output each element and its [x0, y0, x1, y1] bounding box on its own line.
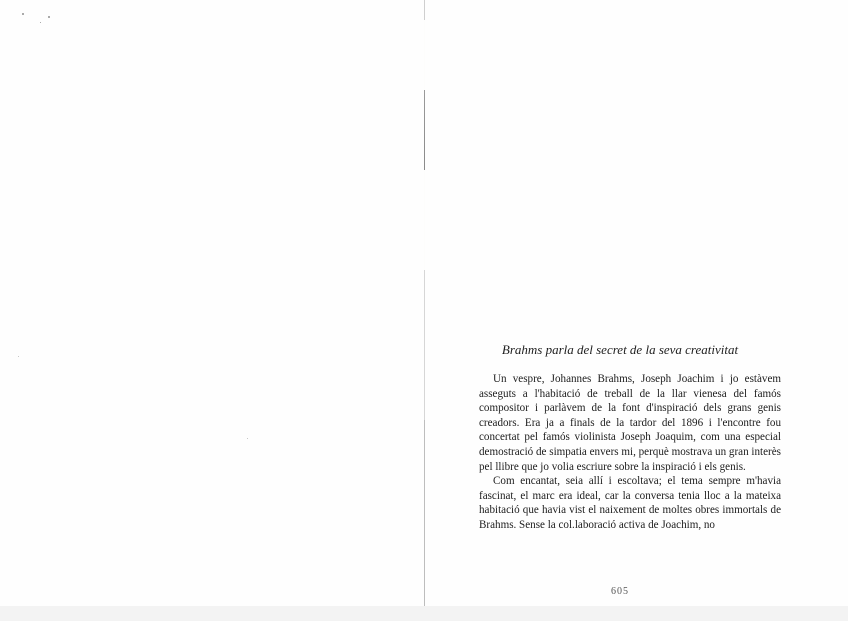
- body-text: [479, 372, 781, 533]
- scan-speck: [22, 13, 24, 15]
- scan-speck: [247, 438, 248, 439]
- chapter-title: Brahms parla del secret de la seva creativitat: [501, 342, 739, 357]
- scan-speck: [40, 22, 41, 23]
- left-page: [0, 0, 424, 606]
- scan-speck: [18, 356, 19, 357]
- paragraph: Com encantat, seia allí i escoltava; el tema sempre m'havia fascinat, el marc era ideal, car la conversa tenia lloc a la mateixa habitació que havia vist el naixement de moltes obres immortals de Brahms. Sense la col.laboració activa de Joachim, no: [479, 475, 781, 531]
- book-gutter: [424, 0, 425, 606]
- scan-speck: [48, 16, 50, 18]
- paragraph: Un vespre, Johannes Brahms, Joseph Joachim i jo estàvem asseguts a l'habitació de treball de la llar vienesa del famós compositor i parlàvem de la font d'inspiració dels grans genis creadors. Era ja a finals de la tardor del 1896 i l'encontre fou concertat pel famós violinista Joseph Joaquim, com una especial demostració de simpatia envers mi, perquè mostrava un gran interès pel llibre que jo volia escriure sobre la inspiració i els genis.: [479, 373, 781, 473]
- scan-bottom-edge: [0, 606, 848, 621]
- page-number: 605: [611, 586, 629, 597]
